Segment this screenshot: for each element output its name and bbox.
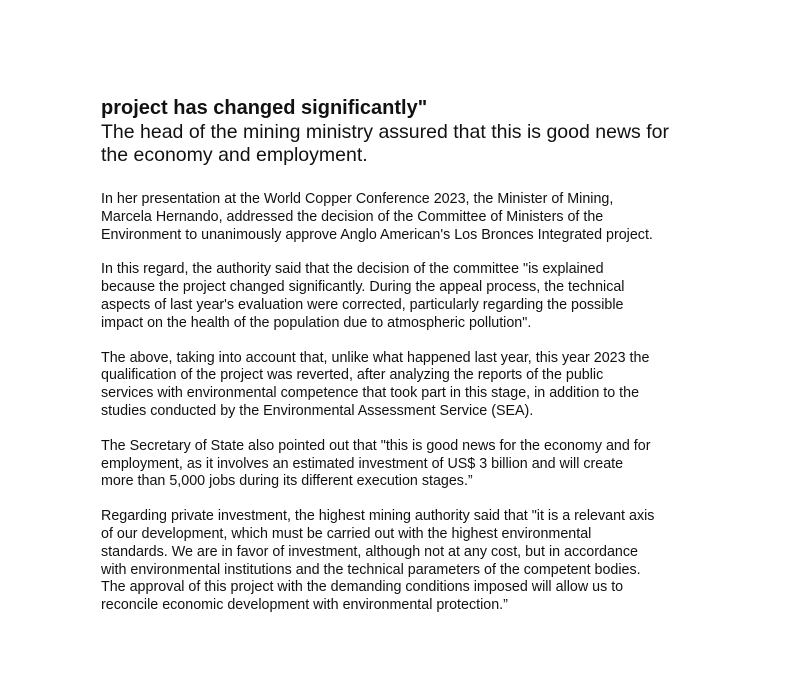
article (101, 96, 741, 632)
paragraph-5: Regarding private investment, the highest mining authority said that "it is a relevant axis of our development, which must be carried out with the highest environmental standards. We are in favor of investment, although not at any cost, but in accordance with environmental institutions and the technical parameters of the competent bodies. The approval of this project with the demanding conditions imposed will allow us to reconcile economic development with environmental protection.” (101, 508, 655, 614)
paragraph-1: In her presentation at the World Copper Conference 2023, the Minister of Mining, Marcela Hernando, addressed the decision of the Committee of Ministers of the Environment to unanimously approve Anglo American's Los Bronces Integrated project. (101, 191, 653, 243)
paragraph-2: In this regard, the authority said that the decision of the committee "is explained because the project changed significantly. During the appeal process, the technical aspects of last year's evaluation were corrected, particularly regarding the possible impact on the health of the population due to atmospheric pollution". (101, 261, 625, 331)
paragraph-4: The Secretary of State also pointed out that "this is good news for the economy and for employment, as it involves an estimated investment of US$ 3 billion and will create more than 5,000 jobs during its different execution stages.” (101, 437, 651, 490)
article-body (101, 191, 741, 615)
article-headline: project has changed significantly" (101, 97, 428, 119)
article-subhead: The head of the mining ministry assured that this is good news for the economy and employment. (101, 121, 669, 166)
paragraph-3: The above, taking into account that, unlike what happened last year, this year 2023 the qualification of the project was reverted, after analyzing the reports of the public services with environmental competence that took part in this stage, in addition to the studies conducted by the Environmental Assessment Service (SEA). (101, 349, 650, 419)
